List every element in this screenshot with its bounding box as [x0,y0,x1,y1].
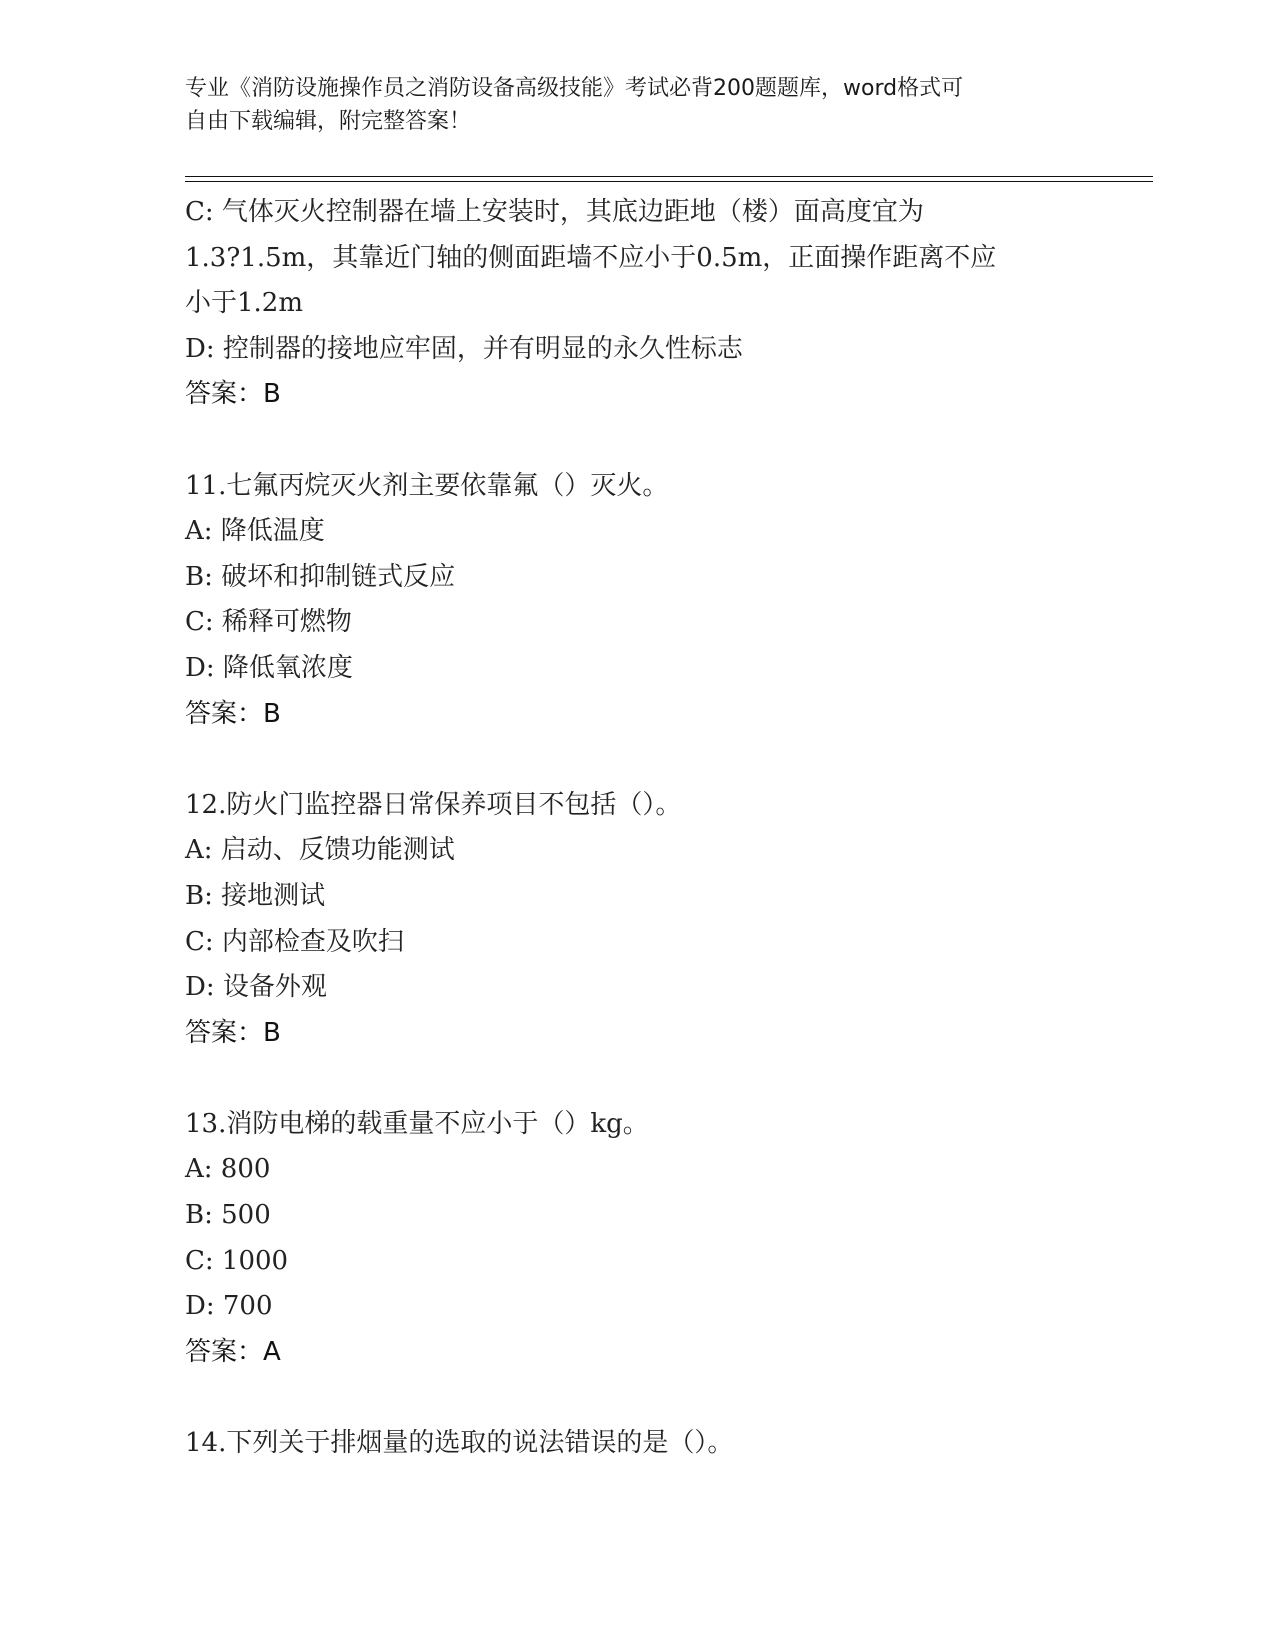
header-divider-bottom [185,181,1153,182]
option-d: D: 控制器的接地应牢固，并有明显的永久性标志 [185,333,743,364]
option-a: A: 800 [185,1154,271,1185]
question-content [185,190,1085,1467]
option-b: B: 500 [185,1200,271,1231]
answer: 答案：B [185,1017,281,1048]
option-a: A: 降低温度 [185,516,325,547]
option-b: B: 接地测试 [185,880,326,911]
option-d: D: 降低氧浓度 [185,652,353,683]
option-c: C: 气体灭火控制器在墙上安装时，其底边距地（楼）面高度宜为 [185,197,924,227]
option-c-continued: 小于1.2m [185,288,304,319]
question-stem: 11.七氟丙烷灭火剂主要依靠氟（）灭火。 [185,470,669,501]
header-line-1: 专业《消防设施操作员之消防设备高级技能》考试必背200题题库，word格式可 [185,76,964,101]
spacer [185,418,1085,464]
question-12 [185,783,1085,1057]
question-13 [185,1102,1085,1376]
answer: 答案：B [185,698,281,729]
option-b: B: 破坏和抑制链式反应 [185,561,456,592]
spacer [185,1056,1085,1102]
question-14 [185,1421,1085,1467]
option-c-continued: 1.3?1.5m，其靠近门轴的侧面距墙不应小于0.5m，正面操作距离不应 [185,242,997,273]
option-d: D: 设备外观 [185,972,327,1003]
option-a: A: 启动、反馈功能测试 [185,835,455,866]
option-d: D: 700 [185,1291,273,1322]
question-11 [185,464,1085,738]
document-header [185,72,1085,138]
previous-question-tail [185,190,1085,418]
answer: 答案：B [185,379,281,410]
option-c: C: 稀释可燃物 [185,607,352,638]
header-line-2: 自由下载编辑，附完整答案！ [185,109,472,134]
answer: 答案：A [185,1336,281,1367]
spacer [185,1375,1085,1421]
question-stem: 13.消防电梯的载重量不应小于（）kg。 [185,1108,649,1139]
spacer [185,737,1085,783]
question-stem: 12.防火门监控器日常保养项目不包括（）。 [185,789,682,820]
option-c: C: 内部检查及吹扫 [185,926,404,957]
header-divider-top [185,176,1153,177]
option-c: C: 1000 [185,1245,289,1276]
question-stem: 14.下列关于排烟量的选取的说法错误的是（）。 [185,1428,734,1459]
